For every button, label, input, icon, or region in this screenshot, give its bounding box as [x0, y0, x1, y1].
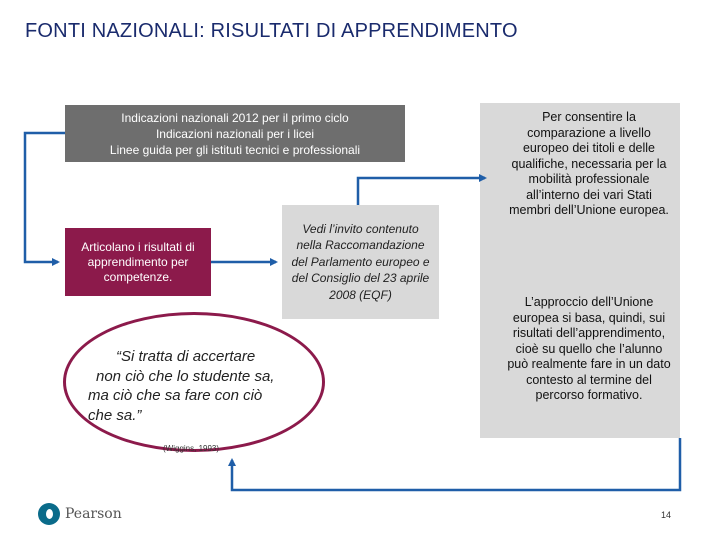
quote-line-3: ma ciò che sa fare con ciò: [88, 387, 263, 404]
pearson-logo-text: Pearson: [65, 506, 122, 522]
quote-line-2: non ciò che lo studente sa,: [96, 367, 275, 385]
quote-citation: (Wiggins, 1993): [163, 444, 220, 453]
page-title: FONTI NAZIONALI: RISULTATI DI APPRENDIMENTO: [25, 20, 518, 42]
articolano-box: Articolano i risultati di apprendimento per competenze.: [65, 228, 211, 296]
approach-text: L’approccio dell’Unione europea si basa, quindi, sui risultati dell’apprendimento, cioè su quello che l’alunno può realmente fare in un dato contesto al termine del percorso formativo.: [507, 295, 671, 402]
pearson-logo: [38, 503, 122, 525]
quote-text: [88, 347, 308, 425]
connector-right-to-ellipse: [232, 438, 680, 490]
quote-line-1: “Si tratta di accertare: [116, 348, 256, 365]
page-number: 14: [661, 510, 672, 520]
indicazioni-line-2: Indicazioni nazionali per i licei: [155, 126, 315, 141]
pearson-p-icon: [38, 503, 60, 525]
indicazioni-line-1: Indicazioni nazionali 2012 per il primo ciclo: [121, 110, 349, 125]
indicazioni-box: [65, 105, 405, 162]
connector-indicazioni-to-articolano: [25, 133, 65, 262]
quote-line-4: che sa.”: [88, 406, 142, 424]
comparison-text: Per consentire la comparazione a livello europeo dei titoli e delle qualifiche, necessaria per la mobilità professionale all’interno dei vari Stati membri dell’Unione europea.: [509, 110, 669, 217]
connector-vedi-to-right: [358, 178, 485, 205]
indicazioni-line-3: Linee guida per gli istituti tecnici e professionali: [109, 142, 361, 157]
eqf-reference-box: Vedi l’invito contenuto nella Raccomandazione del Parlamento europeo e del Consiglio del 23 aprile 2008 (EQF): [282, 205, 439, 319]
